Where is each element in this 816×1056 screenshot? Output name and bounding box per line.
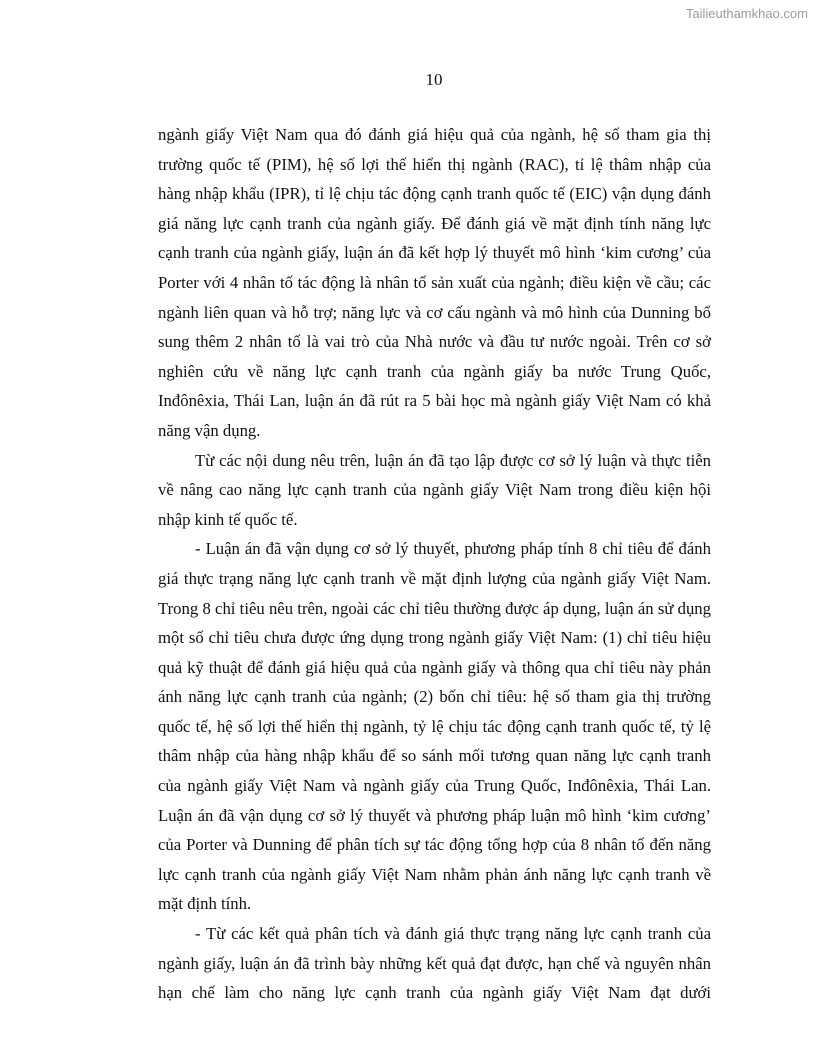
paragraph-summary: Từ các nội dung nêu trên, luận án đã tạo lập được cơ sở lý luận và thực tiễn về nâng cao năng lực cạnh tranh của ngành giấy Việt Nam trong điều kiện hội nhập kinh tế quốc tế. — [158, 450, 711, 529]
paragraph-continued: ngành giấy Việt Nam qua đó đánh giá hiệu quả của ngành, hệ số tham gia thị trường quốc tế (PIM), hệ số lợi thế hiển thị ngành (RAC), tỉ lệ thâm nhập của hàng nhập khẩu (IPR), tỉ lệ chịu tác động cạnh tranh quốc tế (EIC) vận dụng đánh giá năng lực cạnh tranh của ngành giấy. Để đánh giá về mặt định tính năng lực cạnh tranh của ngành giấy, luận án đã kết hợp lý thuyết mô hình ‘kim cương’ của Porter với 4 nhân tố tác động là nhân tố sản xuất của ngành; điều kiện về cầu; các ngành liên quan và hỗ trợ; năng lực và cơ cấu ngành và mô hình của Dunning bổ sung thêm 2 nhân tố là vai trò của Nhà nước và đầu tư nước ngoài. Trên cơ sở nghiên cứu về năng lực cạnh tranh của ngành giấy ba nước Trung Quốc, Inđônêxia, Thái Lan, luận án đã rút ra 5 bài học mà ngành giấy Việt Nam có khả năng vận dụng. — [158, 125, 711, 440]
paragraph-contribution-2: - Từ các kết quả phân tích và đánh giá thực trạng năng lực cạnh tranh của ngành giấy, luận án đã trình bày những kết quả đạt được, hạn chế và nguyên nhân hạn chế làm cho năng lực cạnh tranh của ngành giấy Việt Nam đạt dưới — [158, 924, 711, 1003]
page-number: 10 — [425, 70, 443, 89]
paragraph-contribution-1: - Luận án đã vận dụng cơ sở lý thuyết, phương pháp tính 8 chỉ tiêu để đánh giá thực trạng năng lực cạnh tranh về mặt định lượng của ngành giấy Việt Nam. Trong 8 chỉ tiêu nêu trên, ngoài các chỉ tiêu thường được áp dụng, luận án sử dụng một số chỉ tiêu chưa được ứng dụng trong ngành giấy Việt Nam: (1) chỉ tiêu hiệu quả kỹ thuật để đánh giá hiệu quả của ngành giấy và thông qua chỉ tiêu này phản ánh năng lực cạnh tranh của ngành; (2) bốn chỉ tiêu: hệ số tham gia thị trường quốc tế, hệ số lợi thế hiển thị ngành, tỷ lệ chịu tác động cạnh tranh quốc tế, tỷ lệ thâm nhập của hàng nhập khẩu để so sánh mối tương quan năng lực cạnh tranh của ngành giấy Việt Nam và ngành giấy của Trung Quốc, Inđônêxia, Thái Lan. Luận án đã vận dụng cơ sở lý thuyết và phương pháp luận mô hình ‘kim cương’ của Porter và Dunning để phân tích sự tác động tổng hợp của 8 nhân tố đến năng lực cạnh tranh của ngành giấy Việt Nam nhằm phản ánh năng lực cạnh tranh về mặt định tính. — [158, 539, 711, 914]
body-text — [158, 120, 711, 1008]
watermark: Tailieuthamkhao.com — [685, 6, 808, 21]
